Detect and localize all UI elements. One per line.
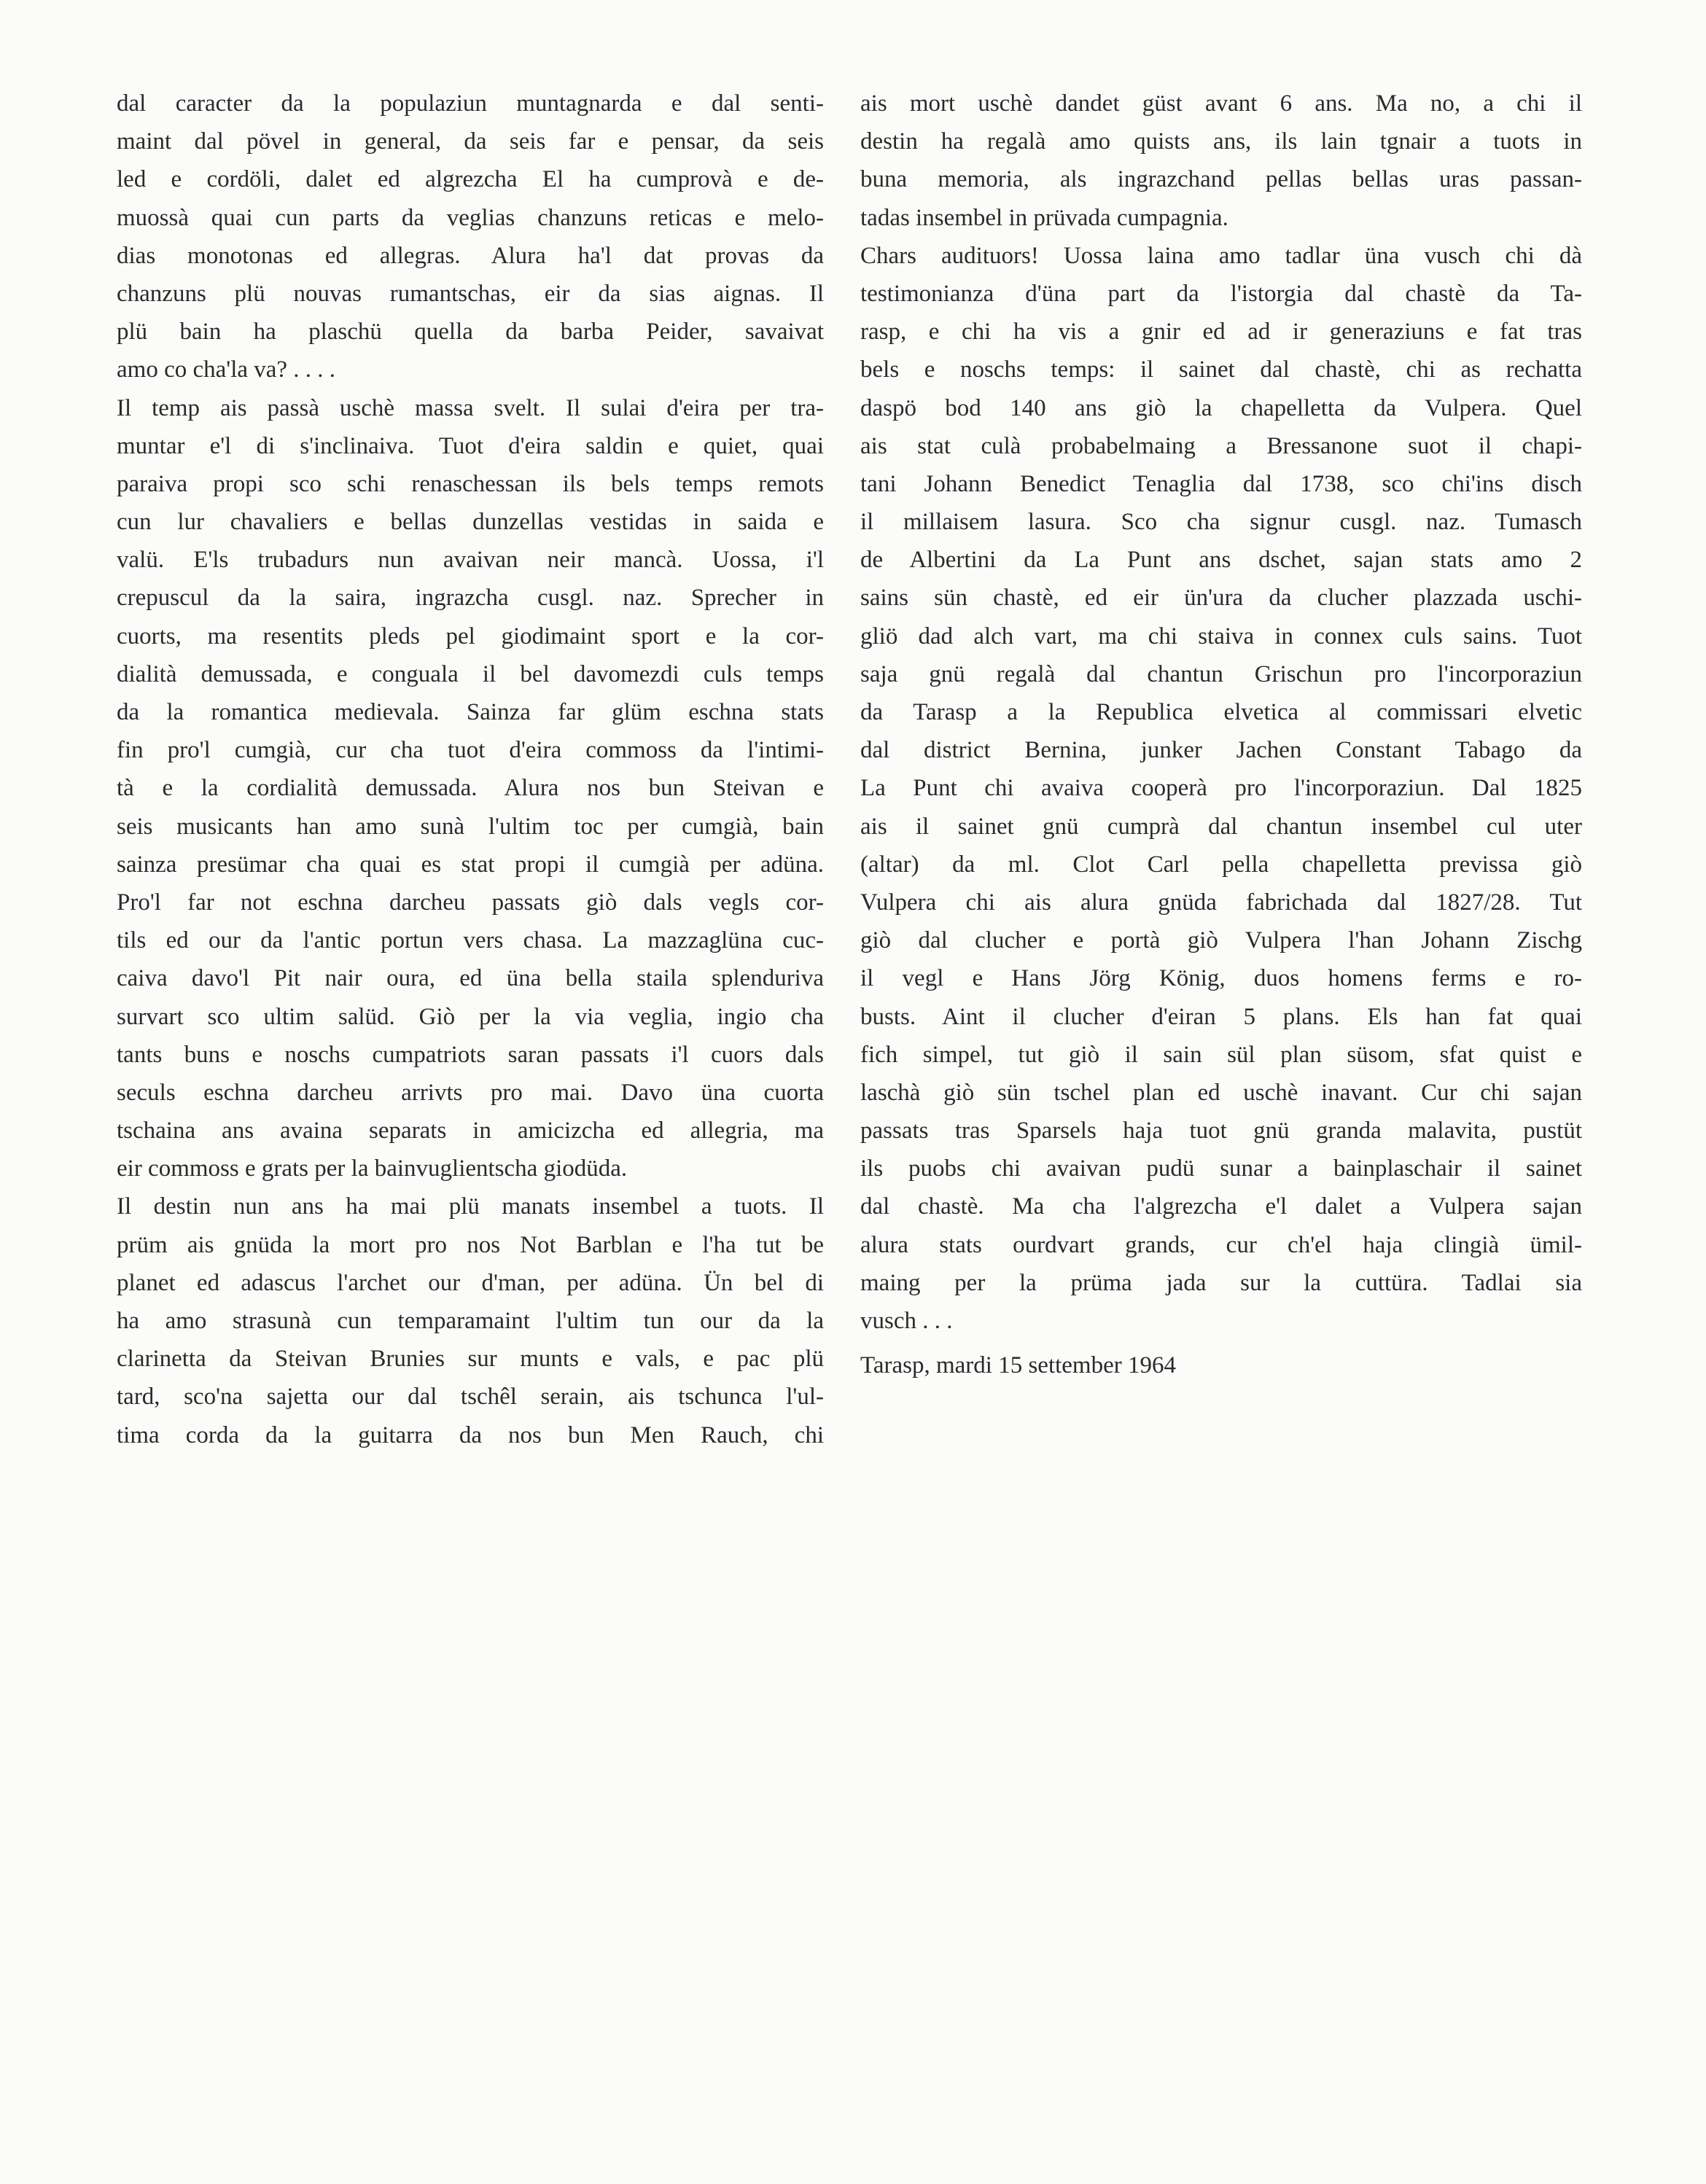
text-line: dialità demussada, e conguala il bel davomezdi culs temps: [117, 660, 824, 687]
text-line: rasp, e chi ha vis a gnir ed ad ir generaziuns e fat tras: [860, 319, 1582, 346]
text-line: da Tarasp a la Republica elvetica al commissari elvetic: [860, 699, 1582, 725]
text-line: dal caracter da la populaziun muntagnarda e dal senti-: [117, 90, 824, 117]
text-line: muossà quai cun parts da veglias chanzuns reticas e melo-: [117, 204, 824, 231]
text-line: da la romantica medievala. Sainza far glüm eschna stats: [117, 699, 824, 725]
left-text-column: [117, 85, 824, 1454]
text-line: muntar e'l di s'inclinaiva. Tuot d'eira saldin e quiet, quai: [117, 432, 824, 459]
text-line: seculs eschna darcheu arrivts pro mai. Davo üna cuorta: [117, 1079, 824, 1106]
text-line: survart sco ultim salüd. Giò per la via veglia, ingio cha: [117, 1003, 824, 1030]
text-line: plü bain ha plaschü quella da barba Peider, savaivat: [117, 319, 824, 346]
text-line: testimonianza d'üna part da l'istorgia dal chastè da Ta-: [860, 280, 1582, 307]
right-text-column: [860, 85, 1582, 1340]
text-line: valü. E'ls trubadurs nun avaivan neir mancà. Uossa, i'l: [117, 547, 824, 574]
text-line: dal chastè. Ma cha l'algrezcha e'l dalet a Vulpera sajan: [860, 1193, 1582, 1220]
text-line: eir commoss e grats per la bainvuglientscha giodüda.: [117, 1155, 628, 1182]
text-line: planet ed adascus l'archet our d'man, per adüna. Ün bel di: [117, 1269, 824, 1296]
text-line: cun lur chavaliers e bellas dunzellas vestidas in saida e: [117, 509, 824, 536]
text-line: gliö dad alch vart, ma chi staiva in connex culs sains. Tuot: [860, 623, 1582, 650]
text-line: de Albertini da La Punt ans dschet, sajan stats amo 2: [860, 547, 1582, 574]
text-line: (altar) da ml. Clot Carl pella chapelletta previssa giò: [860, 851, 1582, 878]
text-line: passats tras Sparsels haja tuot gnü granda malavita, pustüt: [860, 1118, 1582, 1144]
text-line: sains sün chastè, ed eir ün'ura da clucher plazzada uschi-: [860, 585, 1582, 612]
text-line: amo co cha'la va? . . . .: [117, 356, 336, 383]
text-line: crepuscul da la saira, ingrazcha cusgl. naz. Sprecher in: [117, 585, 824, 612]
text-line: dal district Bernina, junker Jachen Constant Tabago da: [860, 737, 1582, 764]
text-line: Vulpera chi ais alura gnüda fabrichada dal 1827/28. Tut: [860, 889, 1582, 916]
text-line: daspö bod 140 ans giò la chapelletta da Vulpera. Quel: [860, 394, 1582, 421]
text-line: sainza presümar cha quai es stat propi il cumgià per adüna.: [117, 851, 824, 878]
text-line: paraiva propi sco schi renaschessan ils bels temps remots: [117, 470, 824, 497]
text-line: clarinetta da Steivan Brunies sur munts e vals, e pac plü: [117, 1346, 824, 1373]
text-line: tschaina ans avaina separats in amicizcha ed allegria, ma: [117, 1118, 824, 1144]
text-line: maing per la prüma jada sur la cuttüra. Tadlai sia: [860, 1269, 1582, 1296]
text-line: caiva davo'l Pit nair oura, ed üna bella staila splenduriva: [117, 965, 824, 992]
text-line: Pro'l far not eschna darcheu passats giò dals vegls cor-: [117, 889, 824, 916]
text-line: tard, sco'na sajetta our dal tschêl serain, ais tschunca l'ul-: [117, 1384, 824, 1411]
text-line: cuorts, ma resentits pleds pel giodimaint sport e la cor-: [117, 623, 824, 650]
text-line: ais stat culà probabelmaing a Bressanone suot il chapi-: [860, 432, 1582, 459]
text-line: fich simpel, tut giò il sain sül plan süsom, sfat quist e: [860, 1041, 1582, 1068]
place-date-line: Tarasp, mardi 15 settember 1964: [860, 1352, 1176, 1378]
text-line: ais mort uschè dandet güst avant 6 ans. Ma no, a chi il: [860, 90, 1582, 117]
text-line: prüm ais gnüda la mort pro nos Not Barblan e l'ha tut be: [117, 1231, 824, 1258]
text-line: seis musicants han amo sunà l'ultim toc per cumgià, bain: [117, 813, 824, 840]
text-line: tants buns e noschs cumpatriots saran passats i'l cuors dals: [117, 1041, 824, 1068]
text-line: busts. Aint il clucher d'eiran 5 plans. Els han fat quai: [860, 1003, 1582, 1030]
text-line: fin pro'l cumgià, cur cha tuot d'eira commoss da l'intimi-: [117, 737, 824, 764]
text-line: tadas insembel in prüvada cumpagnia.: [860, 204, 1228, 231]
text-line: laschà giò sün tschel plan ed uschè inavant. Cur chi sajan: [860, 1079, 1582, 1106]
text-line: Il destin nun ans ha mai plü manats insembel a tuots. Il: [117, 1193, 824, 1220]
text-line: alura stats ourdvart grands, cur ch'el haja clingià ümil-: [860, 1231, 1582, 1258]
text-line: tani Johann Benedict Tenaglia dal 1738, sco chi'ins disch: [860, 470, 1582, 497]
text-line: led e cordöli, dalet ed algrezcha El ha cumprovà e de-: [117, 166, 824, 193]
text-line: ha amo strasunà cun temparamaint l'ultim tun our da la: [117, 1308, 824, 1334]
text-line: maint dal pövel in general, da seis far e pensar, da seis: [117, 128, 824, 155]
text-line: destin ha regalà amo quists ans, ils lain tgnair a tuots in: [860, 128, 1582, 155]
text-line: dias monotonas ed allegras. Alura ha'l dat provas da: [117, 242, 824, 269]
text-line: La Punt chi avaiva cooperà pro l'incorporaziun. Dal 1825: [860, 775, 1582, 802]
text-line: il millaisem lasura. Sco cha signur cusgl. naz. Tumasch: [860, 509, 1582, 536]
text-line: Il temp ais passà uschè massa svelt. Il sulai d'eira per tra-: [117, 394, 824, 421]
text-line: tils ed our da l'antic portun vers chasa. La mazzaglüna cuc-: [117, 927, 824, 954]
text-line: buna memoria, als ingrazchand pellas bellas uras passan-: [860, 166, 1582, 193]
text-line: Chars audituors! Uossa laina amo tadlar üna vusch chi dà: [860, 242, 1582, 269]
text-line: saja gnü regalà dal chantun Grischun pro l'incorporaziun: [860, 660, 1582, 687]
text-line: vusch . . .: [860, 1308, 953, 1334]
text-line: il vegl e Hans Jörg König, duos homens ferms e ro-: [860, 965, 1582, 992]
text-line: tima corda da la guitarra da nos bun Men Rauch, chi: [117, 1421, 824, 1448]
text-line: tà e la cordialità demussada. Alura nos bun Steivan e: [117, 775, 824, 802]
text-line: giò dal clucher e portà giò Vulpera l'han Johann Zischg: [860, 927, 1582, 954]
text-line: bels e noschs temps: il sainet dal chastè, chi as rechatta: [860, 356, 1582, 383]
text-line: ais il sainet gnü cumprà dal chantun insembel cul uter: [860, 813, 1582, 840]
text-line: ils puobs chi avaivan pudü sunar a bainplaschair il sainet: [860, 1155, 1582, 1182]
text-line: chanzuns plü nouvas rumantschas, eir da sias aignas. Il: [117, 280, 824, 307]
